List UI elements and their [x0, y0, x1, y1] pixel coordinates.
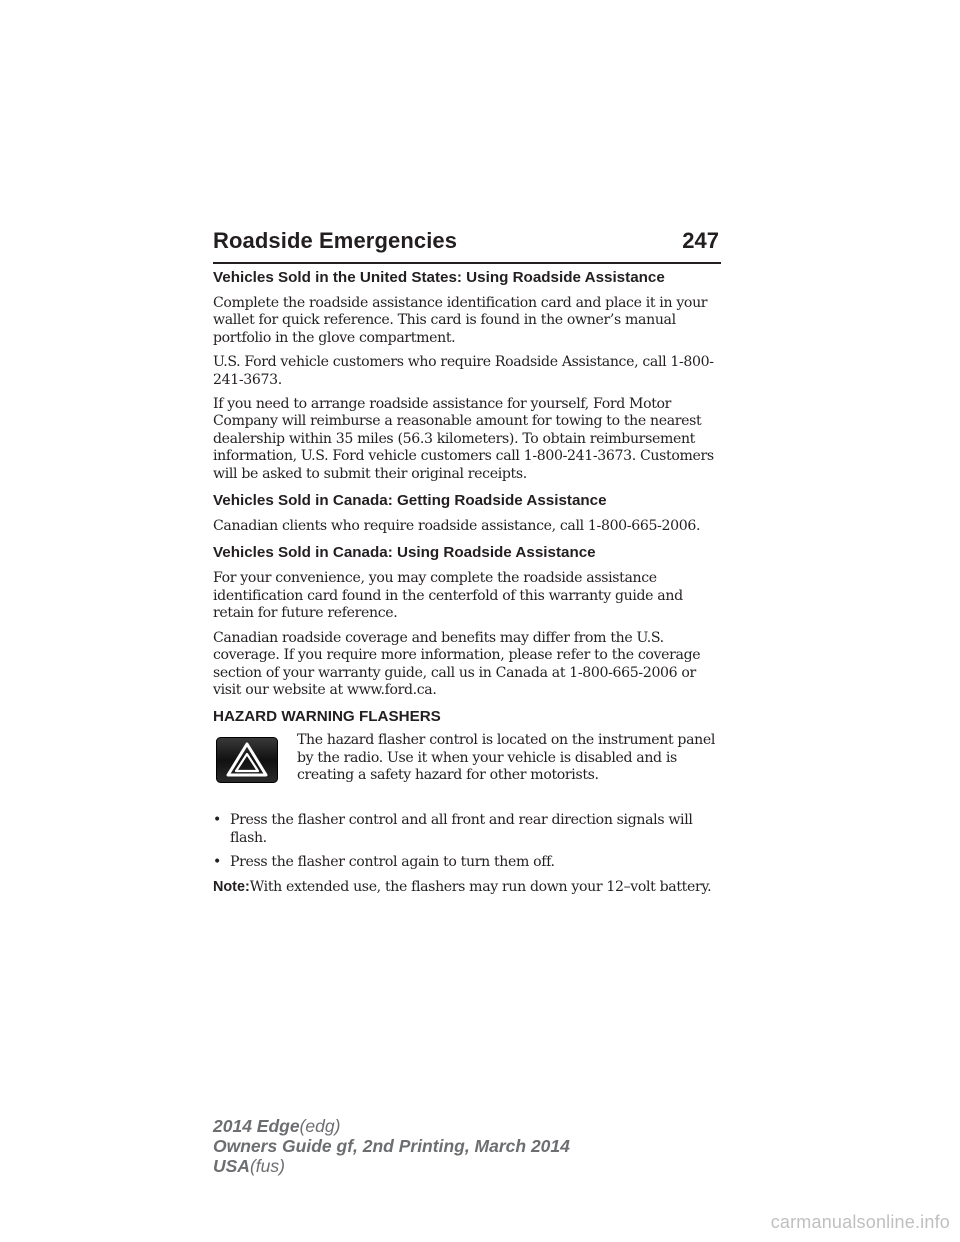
heading-canada-getting: Vehicles Sold in Canada: Getting Roadside Assistance [213, 492, 607, 510]
bullet-marker: • [213, 812, 221, 829]
page-content [213, 268, 721, 903]
page-number: 247 [682, 228, 719, 253]
hazard-warning-icon [216, 737, 278, 783]
hazard-bullet-2 [213, 854, 721, 871]
footer-line-1 [213, 1116, 570, 1136]
heading-hazard-flashers: HAZARD WARNING FLASHERS [213, 708, 441, 726]
canada-using-paragraph-1: For your convenience, you may complete the roadside assistance identification card found in the centerfold of this warranty guide and retain for future reference. [213, 570, 683, 622]
hazard-note [213, 879, 721, 896]
footer-market-code: (fus) [249, 1156, 285, 1176]
footer-model: 2014 Edge [213, 1116, 300, 1136]
us-assistance-paragraph-1: Complete the roadside assistance identification card and place it in your wallet for quick reference. This card is found in the owner’s manual portfolio in the glove compartment. [213, 295, 708, 346]
hazard-intro-block [213, 734, 721, 806]
footer-model-code: (edg) [299, 1116, 341, 1136]
page-header [213, 226, 721, 264]
canada-using-paragraph-2: Canadian roadside coverage and benefits may differ from the U.S. coverage. If you require more information, please refer to the coverage section of your warranty guide, call us in Canada at 1-800-665-2006 or visit our website at www.ford.ca. [213, 629, 701, 698]
heading-us-assistance: Vehicles Sold in the United States: Using Roadside Assistance [213, 269, 665, 286]
hazard-bullet-1-text: Press the flasher control and all front and rear direction signals will flash. [230, 812, 693, 846]
hazard-bullet-1 [213, 812, 721, 847]
footer-line-3 [213, 1156, 570, 1176]
canada-getting-paragraph: Canadian clients who require roadside assistance, call 1-800-665-2006. [213, 518, 701, 535]
heading-canada-using: Vehicles Sold in Canada: Using Roadside Assistance [213, 544, 596, 562]
footer-edition: Owners Guide gf, 2nd Printing, March 2014 [213, 1136, 570, 1156]
note-label: Note: [213, 878, 250, 895]
note-text: With extended use, the flashers may run down your 12–volt battery. [249, 878, 712, 895]
us-assistance-paragraph-2: U.S. Ford vehicle customers who require Roadside Assistance, call 1-800-241-3673. [213, 354, 714, 388]
hazard-bullet-2-text: Press the flasher control again to turn them off. [230, 854, 555, 871]
bullet-marker: • [213, 854, 221, 871]
us-assistance-paragraph-3: If you need to arrange roadside assistance for yourself, Ford Motor Company will reimburse a reasonable amount for towing to the nearest dealership within 35 miles (56.3 kilometers). To obtain reimbursement information, U.S. Ford vehicle customers call 1-800-241-3673. Customers will be asked to submit their original receipts. [213, 396, 714, 482]
hazard-intro-paragraph: The hazard flasher control is located on the instrument panel by the radio. Use it when your vehicle is disabled and is creating a safety hazard for other motorists. [297, 732, 716, 784]
footer-market: USA [213, 1156, 250, 1176]
section-title: Roadside Emergencies [213, 228, 458, 253]
site-watermark: carmanualsonline.info [770, 1212, 950, 1232]
document-footer [213, 1116, 570, 1176]
footer-line-2 [213, 1136, 570, 1156]
